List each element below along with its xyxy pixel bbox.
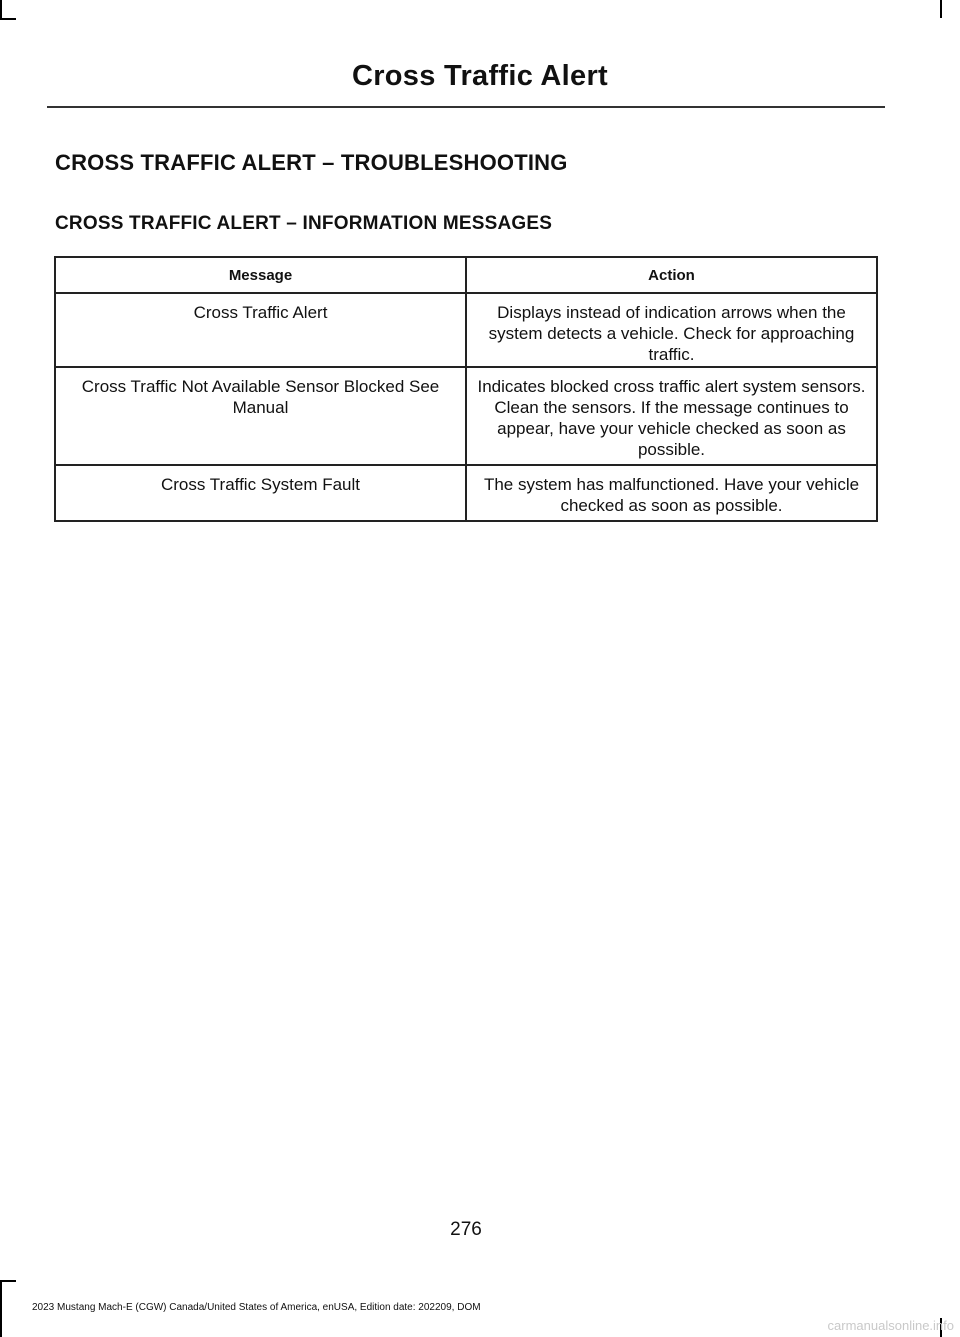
column-header-action: Action	[466, 257, 877, 293]
watermark: carmanualsonline.info	[827, 1318, 954, 1333]
edition-footer: 2023 Mustang Mach-E (CGW) Canada/United States of America, enUSA, Edition date: 202209, DOM	[32, 1302, 481, 1313]
page-number: 276	[450, 1219, 482, 1240]
crop-mark-bottom-left	[0, 1280, 16, 1282]
message-cell: Cross Traffic Alert	[55, 293, 466, 367]
crop-mark-top-left	[0, 18, 16, 20]
page-header-title: Cross Traffic Alert	[351, 60, 609, 92]
header-divider	[47, 106, 885, 108]
information-messages-table	[54, 256, 878, 522]
crop-mark-top-right	[940, 0, 942, 18]
message-cell: Cross Traffic System Fault	[55, 465, 466, 521]
table-row	[55, 293, 877, 367]
message-cell: Cross Traffic Not Available Sensor Blocked See Manual	[55, 367, 466, 465]
section-title: CROSS TRAFFIC ALERT – TROUBLESHOOTING	[55, 150, 568, 175]
table-row	[55, 465, 877, 521]
action-cell: Indicates blocked cross traffic alert system sensors. Clean the sensors. If the message continues to appear, have your vehicle checked as soon as possible.	[466, 367, 877, 465]
action-cell: Displays instead of indication arrows when the system detects a vehicle. Check for approaching traffic.	[466, 293, 877, 367]
action-cell: The system has malfunctioned. Have your vehicle checked as soon as possible.	[466, 465, 877, 521]
table-header-row	[55, 257, 877, 293]
crop-mark-bottom-left	[0, 1280, 2, 1337]
section-subtitle: CROSS TRAFFIC ALERT – INFORMATION MESSAGES	[55, 213, 553, 234]
table-row	[55, 367, 877, 465]
crop-mark-top-left	[0, 0, 2, 18]
column-header-message: Message	[55, 257, 466, 293]
